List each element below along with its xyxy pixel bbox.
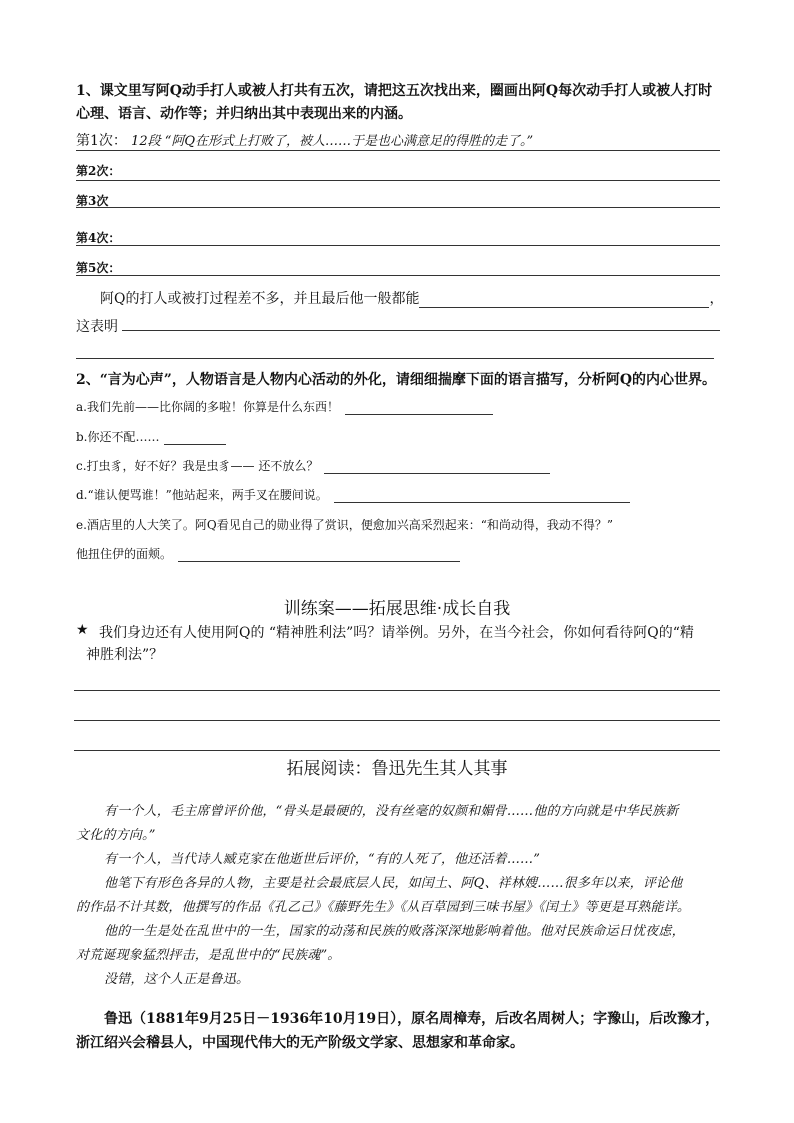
training-answer-line-3[interactable] <box>74 750 720 751</box>
q1-row-4-label: 第4次： <box>76 231 121 245</box>
q1-summary-line1 <box>100 288 723 308</box>
reading-para-3-cont: 的作品不计其数，他撰写的作品《孔乙己》《藤野先生》《从百草园到三味书屋》《闰土》等更是耳熟能详。 <box>76 900 691 915</box>
q1-summary-line3-blank[interactable] <box>76 358 714 359</box>
q1-summary-end: ， <box>709 291 724 307</box>
q2-intro: 2、“言为心声”，人物语言是人物内心活动的外化，请细细揣摩下面的语言描写，分析阿Q的内心世界。 <box>76 372 717 388</box>
reading-bio-line1: 鲁迅（1881年9月25日－1936年10月19日），原名周樟寿，后改名周树人；字豫山，后改豫才， <box>104 1011 720 1027</box>
q2-item-b <box>76 428 226 445</box>
q2-item-a <box>76 398 493 415</box>
reading-para-1-cont: 文化的方向。” <box>76 828 156 843</box>
q1-row-3-label: 第3次 <box>76 194 109 208</box>
q2-item-c-blank[interactable] <box>324 459 550 474</box>
q1-summary-text: 阿Q的打人或被打过程差不多，并且最后他一般都能 <box>100 291 420 307</box>
q1-row-5-answer-line[interactable] <box>76 275 720 276</box>
q2-item-c <box>76 457 550 474</box>
q1-summary-line2-blank[interactable] <box>122 330 720 331</box>
reading-para-3: 他笔下有形色各异的人物，主要是社会最底层人民，如闰土、阿Q、祥林嫂……很多年以来，评论他 <box>104 876 683 891</box>
q2-item-a-blank[interactable] <box>345 400 493 415</box>
reading-para-4-cont: 对荒诞现象猛烈抨击，是乱世中的“民族魂”。 <box>76 948 341 963</box>
q1-intro-line1: 1、课文里写阿Q动手打人或被人打共有五次，请把这五次找出来，圈画出阿Q每次动手打人或被人打时 <box>76 83 713 99</box>
q2-item-d-blank[interactable] <box>334 488 630 503</box>
q2-item-a-text: a.我们先前——比你阔的多啦！你算是什么东西！ <box>76 400 339 414</box>
q1-row-2-label: 第2次： <box>76 164 121 178</box>
q1-row-5-label: 第5次： <box>76 261 121 275</box>
training-star: ★ <box>76 622 89 638</box>
q2-item-b-text: b.你还不配…… <box>76 430 160 444</box>
reading-para-4: 他的一生是处在乱世中的一生，国家的动荡和民族的败落深深地影响着他。他对民族命运日忧夜虑， <box>104 924 685 939</box>
reading-para-5: 没错，这个人正是鲁迅。 <box>104 972 250 987</box>
training-answer-line-2[interactable] <box>74 720 720 721</box>
training-title: 训练案——拓展思维·成长自我 <box>283 599 511 619</box>
q2-item-e-blank[interactable] <box>178 547 460 562</box>
q2-item-b-blank[interactable] <box>164 430 226 445</box>
q1-row-1-answer-line[interactable] <box>76 150 720 151</box>
q2-item-e-cont-text: 他扭住伊的面颊。 <box>76 547 173 561</box>
q1-row-1-text: 12段 “阿Q在形式上打败了，被人……于是也心满意足的得胜的走了。” <box>126 134 534 149</box>
q1-summary-line2-label: 这表明 <box>76 319 118 335</box>
q2-item-e: e.酒店里的人大笑了。阿Q看见自己的勋业得了赏识，便愈加兴高采烈起来：“和尚动得，我动不得？” <box>76 518 614 532</box>
q2-item-d <box>76 486 630 503</box>
training-answer-line-1[interactable] <box>74 690 720 691</box>
q2-item-d-text: d.“谁认便骂谁！”他站起来，两手叉在腰间说。 <box>76 488 328 502</box>
q1-row-1-label: 第1次： <box>76 133 127 149</box>
q1-row-4-answer-line[interactable] <box>76 245 720 246</box>
q1-row-3-answer-line[interactable] <box>76 207 720 208</box>
q1-row-2-answer-line[interactable] <box>76 180 720 181</box>
reading-bio-line2: 浙江绍兴会稽县人，中国现代伟大的无产阶级文学家、思想家和革命家。 <box>76 1035 524 1051</box>
reading-para-1: 有一个人，毛主席曾评价他，“骨头是最硬的，没有丝毫的奴颜和媚骨……他的方向就是中华民族新 <box>104 804 679 819</box>
q1-row-1 <box>76 130 533 150</box>
training-question-line1: 我们身边还有人使用阿Q的 “精神胜利法”吗？请举例。另外，在当今社会，你如何看待阿Q的“精 <box>99 625 694 641</box>
reading-para-2: 有一个人，当代诗人臧克家在他逝世后评价，“有的人死了，他还活着……” <box>104 852 541 867</box>
q1-summary-blank[interactable] <box>419 293 709 308</box>
training-question-line2: 神胜利法”？ <box>86 647 164 663</box>
reading-title: 拓展阅读：鲁迅先生其人其事 <box>286 759 508 779</box>
q2-item-c-text: c.打虫豸，好不好？我是虫豸—— 还不放么？ <box>76 459 319 473</box>
q2-item-e-cont <box>76 545 460 562</box>
q1-intro-line2: 心理、语言、动作等；并归纳出其中表现出来的内涵。 <box>76 106 412 122</box>
